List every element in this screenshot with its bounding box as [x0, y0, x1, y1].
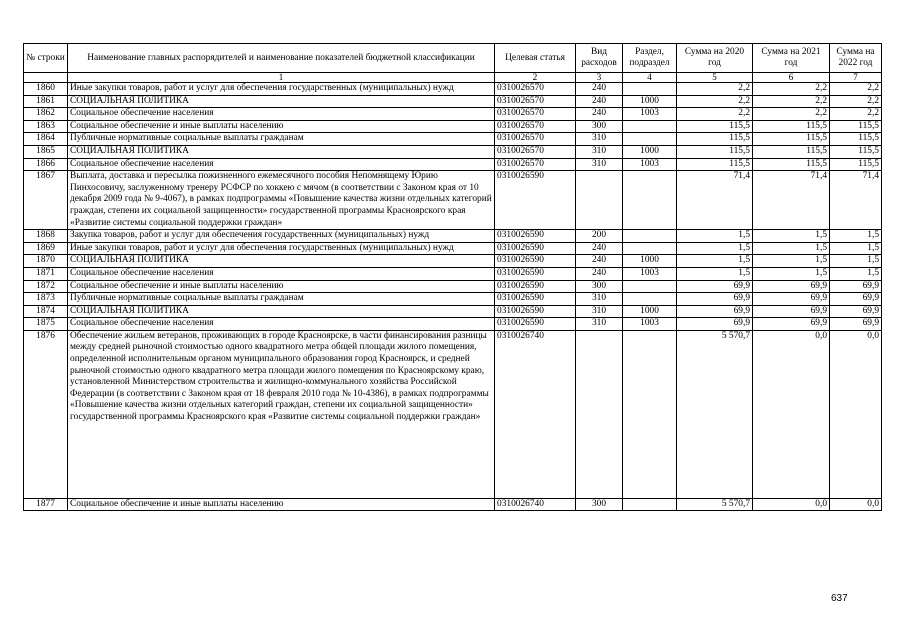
- row-sum-2020: 69,9: [677, 280, 753, 293]
- row-expense-type: 300: [576, 280, 623, 293]
- row-number: 1875: [24, 318, 68, 331]
- row-sum-2022: 2,2: [830, 108, 882, 121]
- table-row: [24, 171, 882, 230]
- row-name: Выплата, доставка и пересылка пожизненного ежемесячного пособия Непомнящему Юрию Пинхосовичу, заслуженному тренеру РСФСР по хоккею с мячом (в соответствии с Законом края от 10 декабря 2009 года № 9-4067), в рамках подпрограммы «Повышение качества жизни отдельных категорий граждан, степени их социальной защищенности» государственной программы Красноярского края «Развитие системы социальной поддержки граждан»: [68, 171, 495, 230]
- row-section: [623, 133, 677, 146]
- table-header-row: [24, 44, 882, 73]
- table-row: [24, 330, 882, 498]
- row-section: [623, 280, 677, 293]
- row-sum-2020: 2,2: [677, 83, 753, 96]
- row-name: Социальное обеспечение и иные выплаты населению: [68, 498, 495, 511]
- row-sum-2021: 0,0: [753, 498, 830, 511]
- table-row: [24, 133, 882, 146]
- row-sum-2020: 115,5: [677, 120, 753, 133]
- header-sum-2020: Сумма на 2020 год: [677, 44, 753, 73]
- row-expense-type: 310: [576, 305, 623, 318]
- column-number: 2: [495, 73, 576, 83]
- row-section: [623, 330, 677, 498]
- table-row: [24, 280, 882, 293]
- header-sum-2022: Сумма на 2022 год: [830, 44, 882, 73]
- row-name: Социальное обеспечение населения: [68, 267, 495, 280]
- row-target-article: 0310026590: [495, 230, 576, 243]
- row-number: 1870: [24, 255, 68, 268]
- row-section: 1000: [623, 145, 677, 158]
- row-target-article: 0310026590: [495, 242, 576, 255]
- row-section: 1003: [623, 158, 677, 171]
- row-expense-type: 310: [576, 158, 623, 171]
- row-name: СОЦИАЛЬНАЯ ПОЛИТИКА: [68, 305, 495, 318]
- row-number: 1862: [24, 108, 68, 121]
- column-number: 4: [623, 73, 677, 83]
- row-number: 1869: [24, 242, 68, 255]
- column-number: 5: [677, 73, 753, 83]
- row-section: [623, 242, 677, 255]
- row-sum-2020: 115,5: [677, 145, 753, 158]
- row-section: [623, 293, 677, 306]
- row-sum-2022: 71,4: [830, 171, 882, 230]
- row-sum-2022: 1,5: [830, 267, 882, 280]
- row-target-article: 0310026570: [495, 108, 576, 121]
- header-section: Раздел, подраздел: [623, 44, 677, 73]
- row-sum-2022: 115,5: [830, 133, 882, 146]
- row-name: Иные закупки товаров, работ и услуг для обеспечения государственных (муниципальных) нужд: [68, 83, 495, 96]
- row-section: [623, 171, 677, 230]
- row-sum-2020: 69,9: [677, 305, 753, 318]
- row-sum-2020: 1,5: [677, 230, 753, 243]
- row-expense-type: 240: [576, 95, 623, 108]
- row-name: СОЦИАЛЬНАЯ ПОЛИТИКА: [68, 95, 495, 108]
- row-sum-2022: 1,5: [830, 242, 882, 255]
- row-number: 1868: [24, 230, 68, 243]
- row-number: 1865: [24, 145, 68, 158]
- row-sum-2022: 115,5: [830, 145, 882, 158]
- row-section: 1000: [623, 95, 677, 108]
- column-number: 3: [576, 73, 623, 83]
- row-sum-2020: 1,5: [677, 242, 753, 255]
- row-expense-type: 310: [576, 133, 623, 146]
- row-sum-2022: 1,5: [830, 255, 882, 268]
- row-name: Публичные нормативные социальные выплаты гражданам: [68, 133, 495, 146]
- row-name: Социальное обеспечение и иные выплаты населению: [68, 280, 495, 293]
- table-row: [24, 255, 882, 268]
- row-name: Социальное обеспечение и иные выплаты населению: [68, 120, 495, 133]
- row-name: Публичные нормативные социальные выплаты гражданам: [68, 293, 495, 306]
- header-sum-2021: Сумма на 2021 год: [753, 44, 830, 73]
- row-expense-type: 240: [576, 255, 623, 268]
- row-target-article: 0310026590: [495, 280, 576, 293]
- row-sum-2021: 1,5: [753, 230, 830, 243]
- row-sum-2020: 115,5: [677, 133, 753, 146]
- table-row: [24, 95, 882, 108]
- row-target-article: 0310026590: [495, 171, 576, 230]
- row-sum-2022: 2,2: [830, 83, 882, 96]
- row-section: 1003: [623, 318, 677, 331]
- table-body: [24, 83, 882, 511]
- row-sum-2021: 115,5: [753, 158, 830, 171]
- row-target-article: 0310026590: [495, 267, 576, 280]
- row-sum-2021: 1,5: [753, 242, 830, 255]
- row-name: Иные закупки товаров, работ и услуг для обеспечения государственных (муниципальных) нужд: [68, 242, 495, 255]
- row-sum-2021: 115,5: [753, 145, 830, 158]
- row-number: 1872: [24, 280, 68, 293]
- row-name: Закупка товаров, работ и услуг для обеспечения государственных (муниципальных) нужд: [68, 230, 495, 243]
- row-expense-type: 310: [576, 293, 623, 306]
- row-expense-type: 300: [576, 120, 623, 133]
- table-row: [24, 158, 882, 171]
- header-name: Наименование главных распорядителей и наименование показателей бюджетной классификации: [68, 44, 495, 73]
- table-row: [24, 230, 882, 243]
- row-section: [623, 230, 677, 243]
- row-number: 1867: [24, 171, 68, 230]
- row-section: 1003: [623, 108, 677, 121]
- row-expense-type: 240: [576, 108, 623, 121]
- row-sum-2022: 69,9: [830, 280, 882, 293]
- column-number: 1: [68, 73, 495, 83]
- row-number: 1873: [24, 293, 68, 306]
- row-sum-2022: 69,9: [830, 293, 882, 306]
- table-row: [24, 305, 882, 318]
- row-sum-2020: 2,2: [677, 95, 753, 108]
- row-name: Социальное обеспечение населения: [68, 318, 495, 331]
- row-target-article: 0310026570: [495, 83, 576, 96]
- row-sum-2020: 69,9: [677, 293, 753, 306]
- row-name: Обеспечение жильем ветеранов, проживающих в городе Красноярске, в части финансирования разницы между средней рыночной стоимостью одного квадратного метра общей площади жилого помещения, определенной исполнительным органом муниципального образования город Красноярск, и средней рыночной стоимостью одного квадратного метра площади жилого помещения по Красноярскому краю, установленной Министерством строительства и жилищно-коммунального хозяйства Российской Федерации (в соответствии с Законом края от 18 февраля 2010 года № 10-4386), в рамках подпрограммы «Повышение качества жизни отдельных категорий граждан, степени их социальной защищенности» государственной программы Красноярского края «Развитие системы социальной поддержки граждан»: [68, 330, 495, 498]
- row-expense-type: 240: [576, 267, 623, 280]
- row-name: Социальное обеспечение населения: [68, 158, 495, 171]
- row-target-article: 0310026590: [495, 305, 576, 318]
- table-row: [24, 318, 882, 331]
- row-sum-2021: 69,9: [753, 305, 830, 318]
- row-sum-2021: 2,2: [753, 95, 830, 108]
- header-expense-type: Вид расходов: [576, 44, 623, 73]
- row-target-article: 0310026570: [495, 158, 576, 171]
- column-number-empty: [24, 73, 68, 83]
- row-sum-2022: 1,5: [830, 230, 882, 243]
- row-section: [623, 83, 677, 96]
- row-sum-2022: 115,5: [830, 120, 882, 133]
- row-number: 1874: [24, 305, 68, 318]
- row-number: 1860: [24, 83, 68, 96]
- row-target-article: 0310026570: [495, 120, 576, 133]
- row-target-article: 0310026570: [495, 133, 576, 146]
- row-target-article: 0310026740: [495, 498, 576, 511]
- page-number: 637: [831, 593, 848, 604]
- row-sum-2021: 1,5: [753, 255, 830, 268]
- row-sum-2022: 69,9: [830, 318, 882, 331]
- row-number: 1863: [24, 120, 68, 133]
- row-number: 1864: [24, 133, 68, 146]
- row-sum-2022: 2,2: [830, 95, 882, 108]
- row-sum-2021: 69,9: [753, 293, 830, 306]
- row-number: 1877: [24, 498, 68, 511]
- table-row: [24, 120, 882, 133]
- row-sum-2021: 1,5: [753, 267, 830, 280]
- row-number: 1861: [24, 95, 68, 108]
- row-sum-2020: 71,4: [677, 171, 753, 230]
- row-expense-type: 240: [576, 242, 623, 255]
- table-row: [24, 242, 882, 255]
- row-name: СОЦИАЛЬНАЯ ПОЛИТИКА: [68, 255, 495, 268]
- row-sum-2022: 0,0: [830, 498, 882, 511]
- row-expense-type: 300: [576, 498, 623, 511]
- row-sum-2022: 69,9: [830, 305, 882, 318]
- row-number: 1876: [24, 330, 68, 498]
- row-sum-2020: 69,9: [677, 318, 753, 331]
- row-sum-2021: 69,9: [753, 280, 830, 293]
- row-name: СОЦИАЛЬНАЯ ПОЛИТИКА: [68, 145, 495, 158]
- row-expense-type: [576, 171, 623, 230]
- column-number: 6: [753, 73, 830, 83]
- row-expense-type: 310: [576, 145, 623, 158]
- header-row-number: № строки: [24, 44, 68, 73]
- row-target-article: 0310026740: [495, 330, 576, 498]
- row-sum-2020: 115,5: [677, 158, 753, 171]
- row-section: 1000: [623, 255, 677, 268]
- header-target-article: Целевая статья: [495, 44, 576, 73]
- row-sum-2021: 115,5: [753, 133, 830, 146]
- row-target-article: 0310026590: [495, 255, 576, 268]
- row-expense-type: 200: [576, 230, 623, 243]
- row-sum-2022: 0,0: [830, 330, 882, 498]
- row-target-article: 0310026570: [495, 95, 576, 108]
- table-row: [24, 498, 882, 511]
- row-sum-2020: 2,2: [677, 108, 753, 121]
- row-section: 1000: [623, 305, 677, 318]
- row-expense-type: 310: [576, 318, 623, 331]
- row-target-article: 0310026570: [495, 145, 576, 158]
- row-name: Социальное обеспечение населения: [68, 108, 495, 121]
- row-sum-2021: 2,2: [753, 83, 830, 96]
- row-target-article: 0310026590: [495, 318, 576, 331]
- row-sum-2020: 1,5: [677, 255, 753, 268]
- table-row: [24, 108, 882, 121]
- row-sum-2020: 5 570,7: [677, 330, 753, 498]
- table-row: [24, 293, 882, 306]
- row-sum-2020: 1,5: [677, 267, 753, 280]
- table-row: [24, 267, 882, 280]
- row-sum-2021: 0,0: [753, 330, 830, 498]
- column-number: 7: [830, 73, 882, 83]
- row-section: 1003: [623, 267, 677, 280]
- row-expense-type: 240: [576, 83, 623, 96]
- row-sum-2021: 115,5: [753, 120, 830, 133]
- column-number-row: [24, 73, 882, 83]
- row-sum-2021: 71,4: [753, 171, 830, 230]
- budget-table: [23, 43, 882, 511]
- row-number: 1871: [24, 267, 68, 280]
- row-target-article: 0310026590: [495, 293, 576, 306]
- row-section: [623, 120, 677, 133]
- row-sum-2021: 2,2: [753, 108, 830, 121]
- table-row: [24, 83, 882, 96]
- row-sum-2022: 115,5: [830, 158, 882, 171]
- table-row: [24, 145, 882, 158]
- row-sum-2021: 69,9: [753, 318, 830, 331]
- row-expense-type: [576, 330, 623, 498]
- row-sum-2020: 5 570,7: [677, 498, 753, 511]
- row-section: [623, 498, 677, 511]
- row-number: 1866: [24, 158, 68, 171]
